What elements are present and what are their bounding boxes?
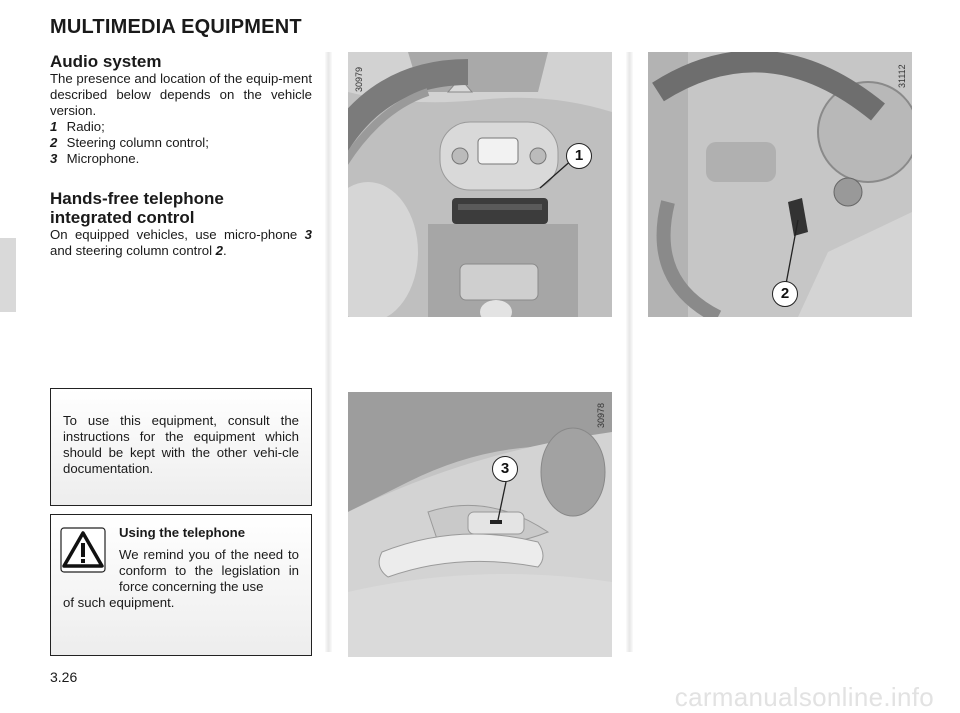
callout-2: 2: [772, 281, 798, 307]
mic-ref: 3: [304, 227, 312, 242]
steering-column-photo: [648, 52, 912, 317]
audio-intro: The presence and location of the equip-ment described below depends on the vehicle version.: [50, 71, 312, 118]
list-item: [50, 135, 312, 151]
left-column: [50, 52, 312, 259]
page-number: 3.26: [50, 669, 78, 685]
audio-heading: Audio system: [50, 52, 162, 71]
item-number: 1: [50, 119, 58, 134]
warning-body-full: of such equipment.: [63, 595, 175, 610]
handsfree-text-part: and steering column control: [50, 243, 216, 258]
warning-body-indented: We remind you of the need to conform to the legislation in force concerning the use: [119, 547, 299, 594]
info-text: To use this equipment, consult the instructions for the equipment which should be kept with the other vehi-cle documentation.: [63, 413, 299, 476]
list-item: [50, 151, 312, 167]
handsfree-text-part: On equipped vehicles, use micro-phone: [50, 227, 305, 242]
microphone-photo: [348, 392, 612, 657]
column-divider: [626, 52, 633, 652]
list-item: [50, 119, 312, 135]
page-title: MULTIMEDIA EQUIPMENT: [50, 16, 302, 38]
handsfree-text-part: .: [223, 243, 227, 258]
item-label: Steering column control;: [66, 135, 209, 150]
item-number: 2: [50, 135, 58, 150]
warning-title: Using the telephone: [119, 525, 246, 540]
item-number: 3: [50, 151, 58, 166]
radio-dashboard-photo: [348, 52, 612, 317]
info-box: [50, 388, 312, 506]
warning-triangle-icon: [60, 527, 106, 573]
figure-ref: 30978: [596, 402, 606, 428]
warning-box: [50, 514, 312, 656]
item-label: Radio;: [66, 119, 105, 134]
watermark: carmanualsonline.info: [674, 682, 934, 712]
handsfree-heading: [50, 189, 312, 227]
chapter-tab: [0, 238, 16, 312]
callout-3: 3: [492, 456, 518, 482]
handsfree-heading-line2: integrated control: [50, 208, 195, 227]
callout-1: 1: [566, 143, 592, 169]
item-label: Microphone.: [66, 151, 140, 166]
figure-ref: 31112: [897, 64, 907, 88]
handsfree-text: [50, 227, 312, 259]
figure-ref: 30979: [354, 66, 364, 92]
control-ref: 2: [215, 243, 224, 258]
column-divider: [325, 52, 332, 652]
handsfree-heading-line1: Hands-free telephone: [50, 189, 224, 208]
